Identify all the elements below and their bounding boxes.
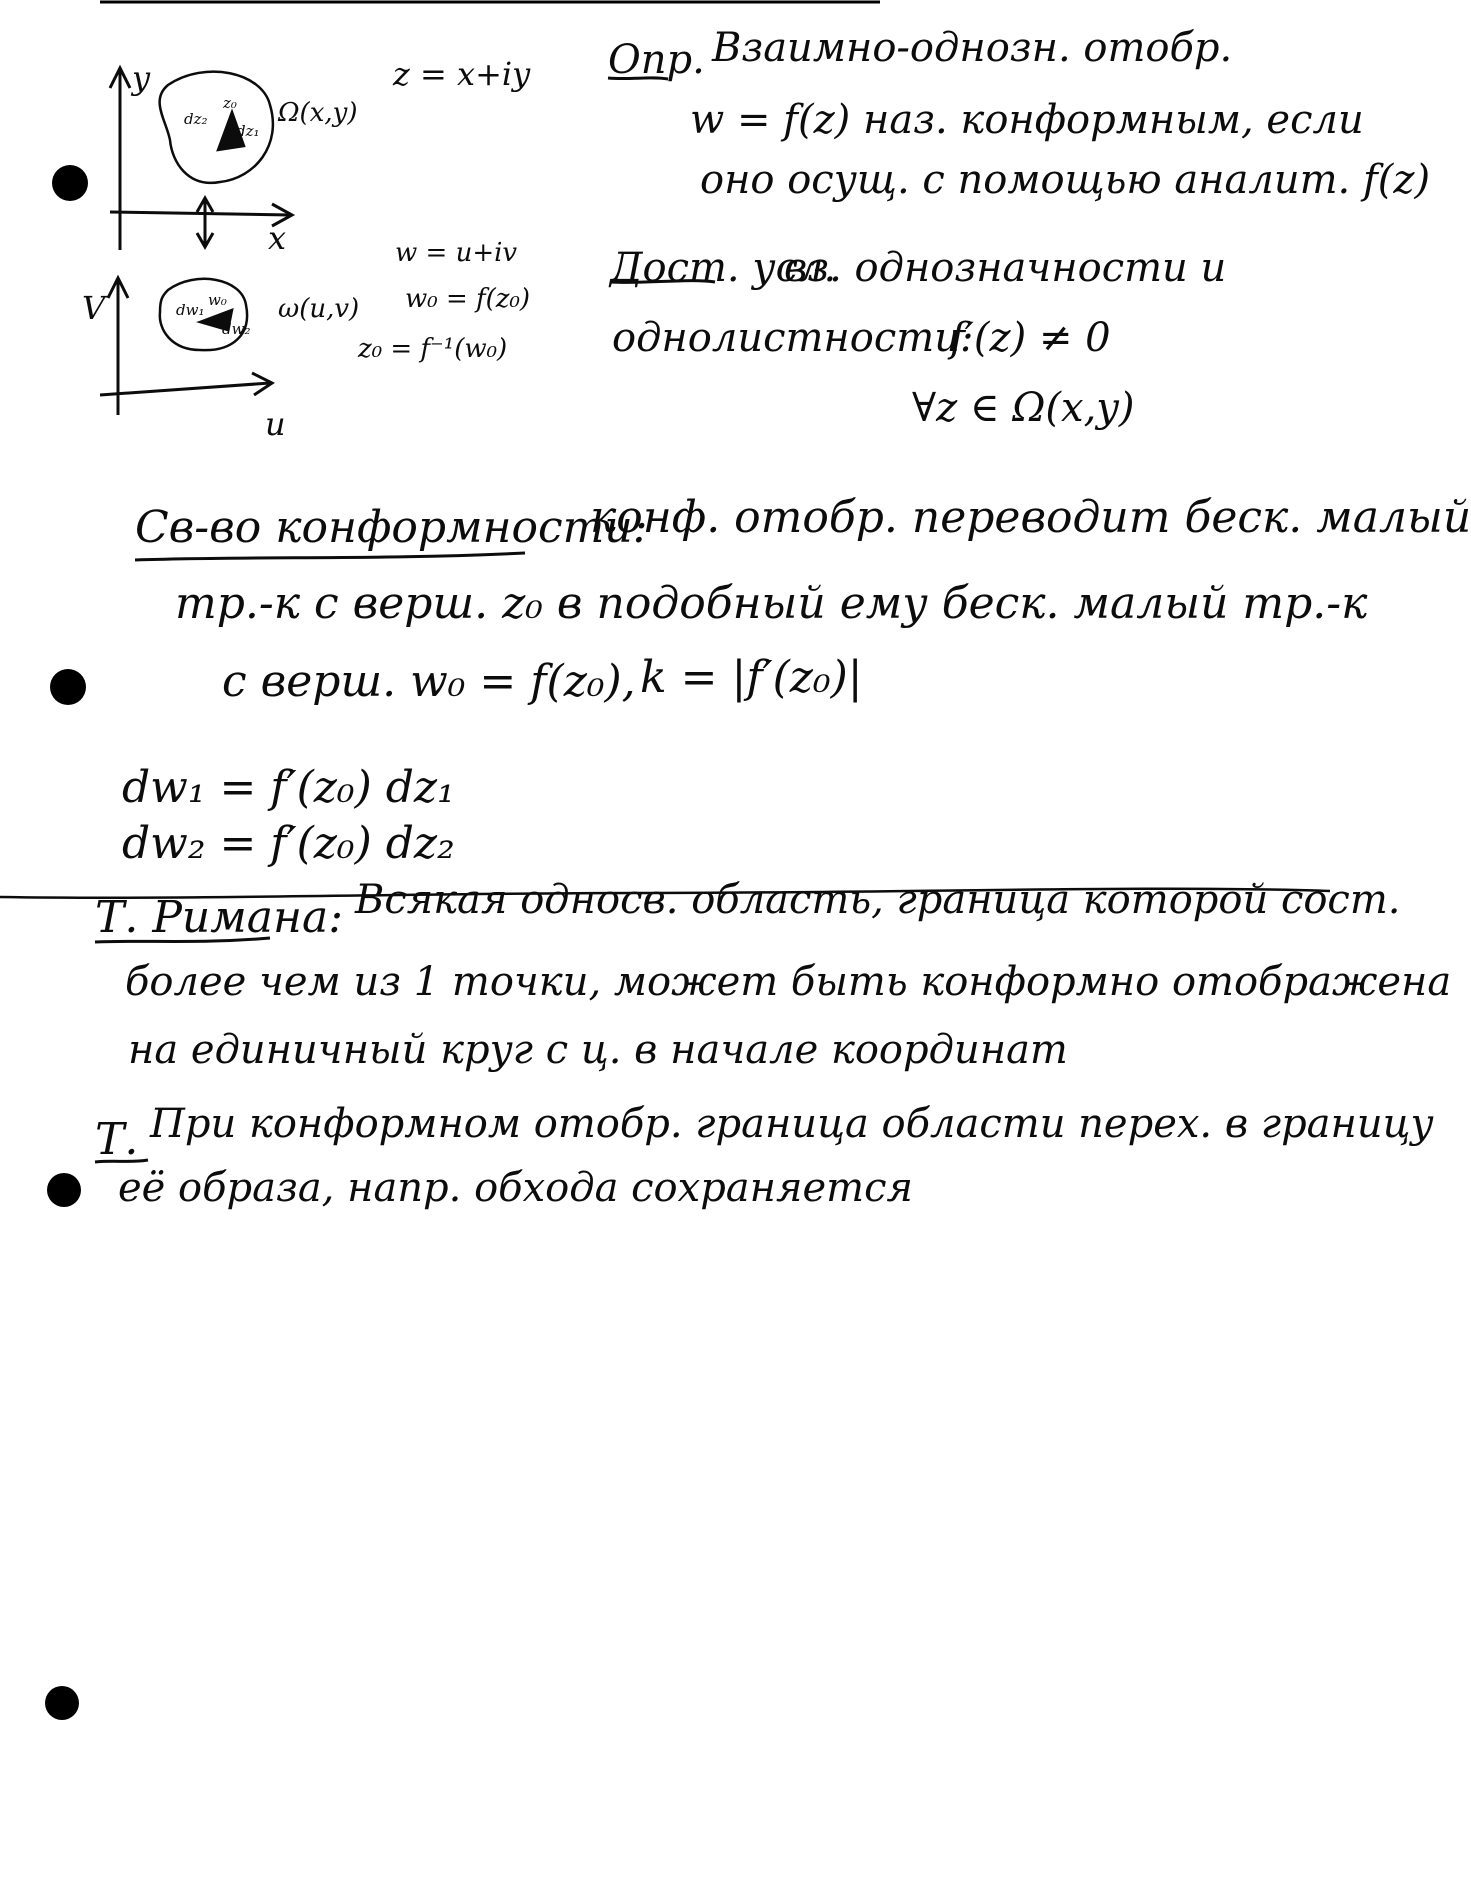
axis-u-label: u	[265, 405, 286, 443]
dz1-label: dz₁	[236, 122, 260, 140]
dw2-label: dw₂	[222, 320, 251, 338]
axis-x-label: x	[268, 219, 287, 257]
w0-label: w₀	[208, 291, 227, 309]
dw1-label: dw₁	[176, 301, 205, 319]
w-plane-axes	[100, 278, 272, 415]
definition-line-1: Взаимно-однозн. отобр.	[712, 25, 1233, 71]
condition-line-1: вз. однозначности и	[784, 245, 1227, 291]
theorem-line-2: её образа, напр. обхода сохраняется	[118, 1165, 913, 1211]
definition-line-3: оно осущ. с помощью аналит. f(z)	[700, 157, 1431, 203]
z-domain-label: Ω(x,y)	[278, 98, 358, 128]
binder-hole	[52, 165, 88, 201]
property-line-3: с верш. w₀ = f(z₀),	[222, 656, 636, 707]
property-label: Св-во конформности:	[135, 502, 648, 553]
property-k: k = |f′(z₀)|	[640, 652, 863, 703]
property-eq-2: dw₂ = f′(z₀) dz₂	[122, 818, 455, 869]
z0-label: z₀	[223, 94, 237, 112]
underline-svoistvo	[135, 553, 525, 560]
w-formula-2: w₀ = f(z₀)	[405, 284, 531, 314]
property-line-2: тр.-к с верш. z₀ в подобный ему беск. малый тр.-к	[175, 578, 1368, 629]
riemann-label: Т. Римана:	[95, 892, 344, 943]
w-formula-3: z₀ = f⁻¹(w₀)	[358, 334, 508, 364]
binder-hole	[47, 1173, 81, 1207]
w-domain-label: ω(u,v)	[278, 294, 360, 324]
property-eq-1: dw₁ = f′(z₀) dz₁	[122, 762, 455, 813]
definition-line-2: w = f(z) наз. конформным, если	[690, 97, 1364, 143]
condition-formula-2: ∀z ∈ Ω(x,y)	[912, 385, 1135, 431]
riemann-line-3: на единичный круг с ц. в начале координат	[128, 1027, 1068, 1073]
theorem-label: Т.	[95, 1114, 139, 1165]
axis-v-label: V	[82, 289, 106, 327]
definition-label: Опр.	[608, 37, 705, 83]
riemann-line-1: Всякая односв. область, граница которой сост.	[355, 877, 1401, 923]
z-formula: z = x+iy	[393, 55, 531, 93]
theorem-line-1: При конформном отобр. граница области перех. в границу	[150, 1101, 1434, 1147]
condition-line-2: однолистности:	[612, 315, 974, 361]
binder-hole	[50, 669, 86, 705]
property-line-1: конф. отобр. переводит беск. малый	[590, 492, 1471, 543]
condition-formula-1: f′(z) ≠ 0	[950, 315, 1111, 361]
binder-hole	[45, 1686, 79, 1720]
condition-label: Дост. усл.	[610, 245, 837, 291]
mapping-arrow	[197, 198, 213, 247]
riemann-line-2: более чем из 1 точки, может быть конформно отображена	[125, 959, 1452, 1005]
w-formula-1: w = u+iv	[395, 238, 518, 268]
dz2-label: dz₂	[184, 110, 208, 128]
axis-y-label: y	[132, 59, 151, 97]
